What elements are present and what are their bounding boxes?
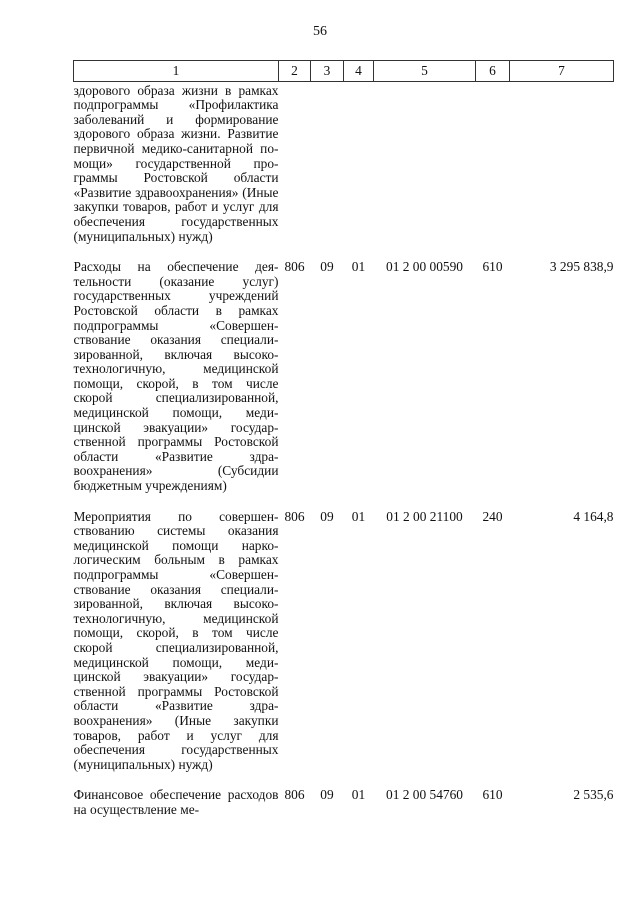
subsection-code bbox=[344, 81, 374, 260]
section-code: 09 bbox=[320, 508, 334, 524]
header-col-2: 2 bbox=[279, 61, 311, 82]
amount: 2 535,6 bbox=[573, 787, 614, 803]
ministry-code: 806 bbox=[284, 787, 305, 803]
header-col-6: 6 bbox=[476, 61, 510, 82]
amount bbox=[510, 81, 614, 260]
row-description: Расходы на обеспечение деятельности (оказание услуг) государственных учреждений Ростовской области в рамках подпрограммы «Совершенствование оказания специализированной, включая высокотехнологичную, медицинской помощи, скорой, в том числе скорой специализированной, медицинской помощи, медицинской эвакуации» государственной программы Ростовской области «Развитие здравоохранения» (Субсидии бюджетным учреждениям) bbox=[73, 259, 279, 494]
expense-type-code: 240 bbox=[482, 508, 503, 524]
expense-type-code bbox=[476, 81, 510, 260]
subsection-code: 01 bbox=[351, 259, 366, 275]
table-row bbox=[74, 510, 614, 789]
header-col-5: 5 bbox=[374, 61, 476, 82]
target-article-code: 01 2 00 54760 bbox=[386, 787, 463, 803]
ministry-code: 806 bbox=[284, 259, 305, 275]
table-row bbox=[74, 260, 614, 510]
target-article-code: 01 2 00 21100 bbox=[386, 508, 463, 524]
amount: 4 164,8 bbox=[573, 508, 614, 524]
ministry-code bbox=[279, 81, 311, 260]
amount: 3 295 838,9 bbox=[549, 259, 614, 275]
budget-table bbox=[73, 60, 614, 818]
row-description: Финансовое обеспечение расходов на осуществление ме- bbox=[73, 787, 279, 817]
ministry-code: 806 bbox=[284, 508, 305, 524]
section-code: 09 bbox=[320, 787, 334, 803]
header-col-7: 7 bbox=[510, 61, 614, 82]
expense-type-code: 610 bbox=[482, 259, 503, 275]
header-row bbox=[74, 61, 614, 82]
section-code bbox=[311, 81, 344, 260]
header-col-1: 1 bbox=[74, 61, 279, 82]
header-col-4: 4 bbox=[344, 61, 374, 82]
row-description: Мероприятия по совершенствованию системы оказания медицинской помощи наркологическим больным в рамках подпрограммы «Совершенствование оказания специализированной, включая высокотехнологичную, медицинской помощи, скорой, в том числе скорой специализированной, медицинской помощи, медицинской эвакуации» государственной программы Ростовской области «Развитие здравоохранения» (Иные закупки товаров, работ и услуг для обеспечения государственных (муниципальных) нужд) bbox=[73, 508, 279, 772]
expense-type-code: 610 bbox=[482, 787, 503, 803]
table-row bbox=[74, 788, 614, 817]
page-number: 56 bbox=[313, 24, 327, 39]
subsection-code: 01 bbox=[351, 787, 366, 803]
table-row bbox=[74, 81, 614, 260]
target-article-code: 01 2 00 00590 bbox=[386, 259, 463, 275]
subsection-code: 01 bbox=[351, 508, 366, 524]
header-col-3: 3 bbox=[311, 61, 344, 82]
row-description: здорового образа жизни в рамках подпрограммы «Профилактика заболеваний и формирование здорового образа жизни. Развитие первичной медико-санитарной помощи» государственной программы Ростовской области «Развитие здравоохранения» (Иные закупки товаров, работ и услуг для обеспечения государственных (муниципальных) нужд) bbox=[73, 82, 279, 244]
section-code: 09 bbox=[320, 259, 334, 275]
target-article-code bbox=[374, 81, 476, 260]
